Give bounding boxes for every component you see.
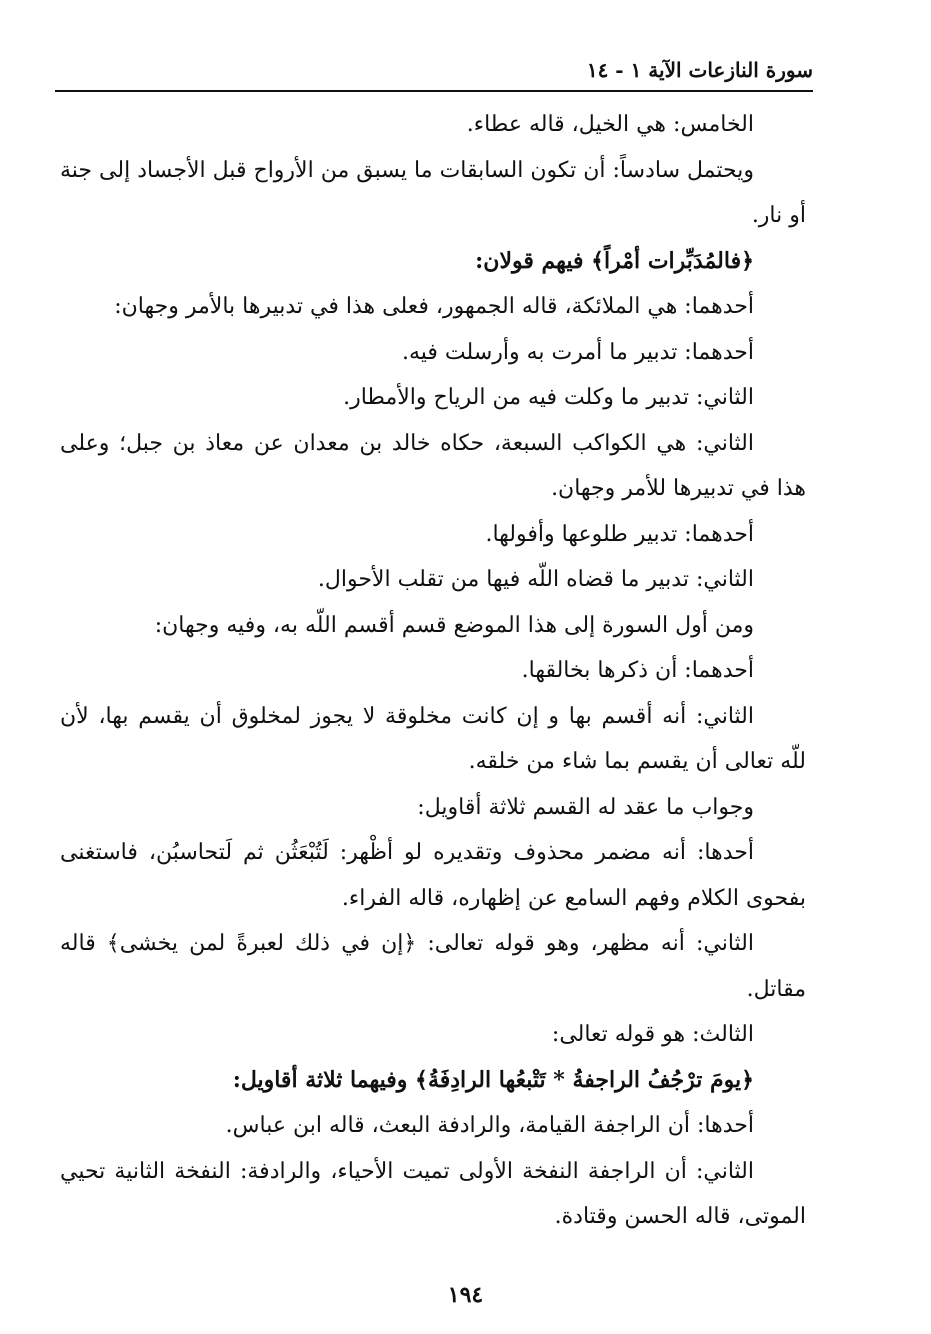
text-line: الموتى، قاله الحسن وقتادة. xyxy=(554,1204,806,1229)
text-line: أحدهما: أن ذكرها بخالقها. xyxy=(521,658,754,683)
text-line: أحدهما: تدبير ما أمرت به وأرسلت فيه. xyxy=(402,339,754,365)
text-line: الخامس: هي الخيل، قاله عطاء. xyxy=(466,112,754,137)
text-line: الثاني: أنه مظهر، وهو قوله تعالى: ﴿إن في ذلك لعبرةً لمن يخشى﴾ قاله xyxy=(60,931,754,956)
text-line: أحدها: أنه مضمر محذوف وتقديره لو أظْهر: لَتُبْعَثُن ثم لَتحاسبُن، فاستغنى xyxy=(60,840,754,865)
text-line: هذا في تدبيرها للأمر وجهان. xyxy=(551,476,806,501)
text-line: مقاتل. xyxy=(746,976,806,1002)
text-line: الثاني: تدبير ما قضاه اللّه فيها من تقلب الأحوال. xyxy=(317,567,754,592)
text-line: وجواب ما عقد له القسم ثلاثة أقاويل: xyxy=(417,794,754,820)
text-line: أحدهما: تدبير طلوعها وأفولها. xyxy=(485,521,754,547)
text-line: الثاني: أنه أقسم بها و إن كانت مخلوقة لا يجوز لمخلوق أن يقسم بها، لأن xyxy=(60,703,754,729)
text-line: بفحوى الكلام وفهم السامع عن إظهاره، قاله الفراء. xyxy=(341,885,806,911)
text-line: الثاني: أن الراجفة النفخة الأولى تميت الأحياء، والرادفة: النفخة الثانية تحيي xyxy=(60,1158,754,1184)
header-rule xyxy=(55,90,813,92)
text-line: للّه تعالى أن يقسم بما شاء من خلقه. xyxy=(468,749,806,774)
text-line: ﴿فالمُدَبِّرات أمْراً﴾ فيهم قولان: xyxy=(475,247,754,274)
text-line: ويحتمل سادساً: أن تكون السابقات ما يسبق من الأرواح قبل الأجساد إلى جنة xyxy=(60,157,754,183)
text-line: أحدهما: هي الملائكة، قاله الجمهور، فعلى هذا في تدبيرها بالأمر وجهان: xyxy=(114,294,754,319)
text-line: ﴿يومَ ترْجُفُ الراجفةُ * تَتْبعُها الرادِفَةُ﴾ وفيهما ثلاثة أقاويل: xyxy=(232,1066,754,1093)
text-line: الثالث: هو قوله تعالى: xyxy=(551,1022,754,1047)
text-line: الثاني: تدبير ما وكلت فيه من الرياح والأمطار. xyxy=(343,385,754,410)
text-line: الثاني: هي الكواكب السبعة، حكاه خالد بن معدان عن معاذ بن جبل؛ وعلى xyxy=(60,430,754,456)
body-text xyxy=(60,102,806,1240)
running-header: سورة النازعات الآية ١ - ١٤ xyxy=(586,58,813,82)
text-line: أحدها: أن الراجفة القيامة، والرادفة البعث، قاله ابن عباس. xyxy=(225,1113,754,1138)
page-number: ١٩٤ xyxy=(447,1282,484,1308)
text-line: ومن أول السورة إلى هذا الموضع قسم أقسم اللّه به، وفيه وجهان: xyxy=(154,612,754,638)
text-line: أو نار. xyxy=(751,203,806,228)
